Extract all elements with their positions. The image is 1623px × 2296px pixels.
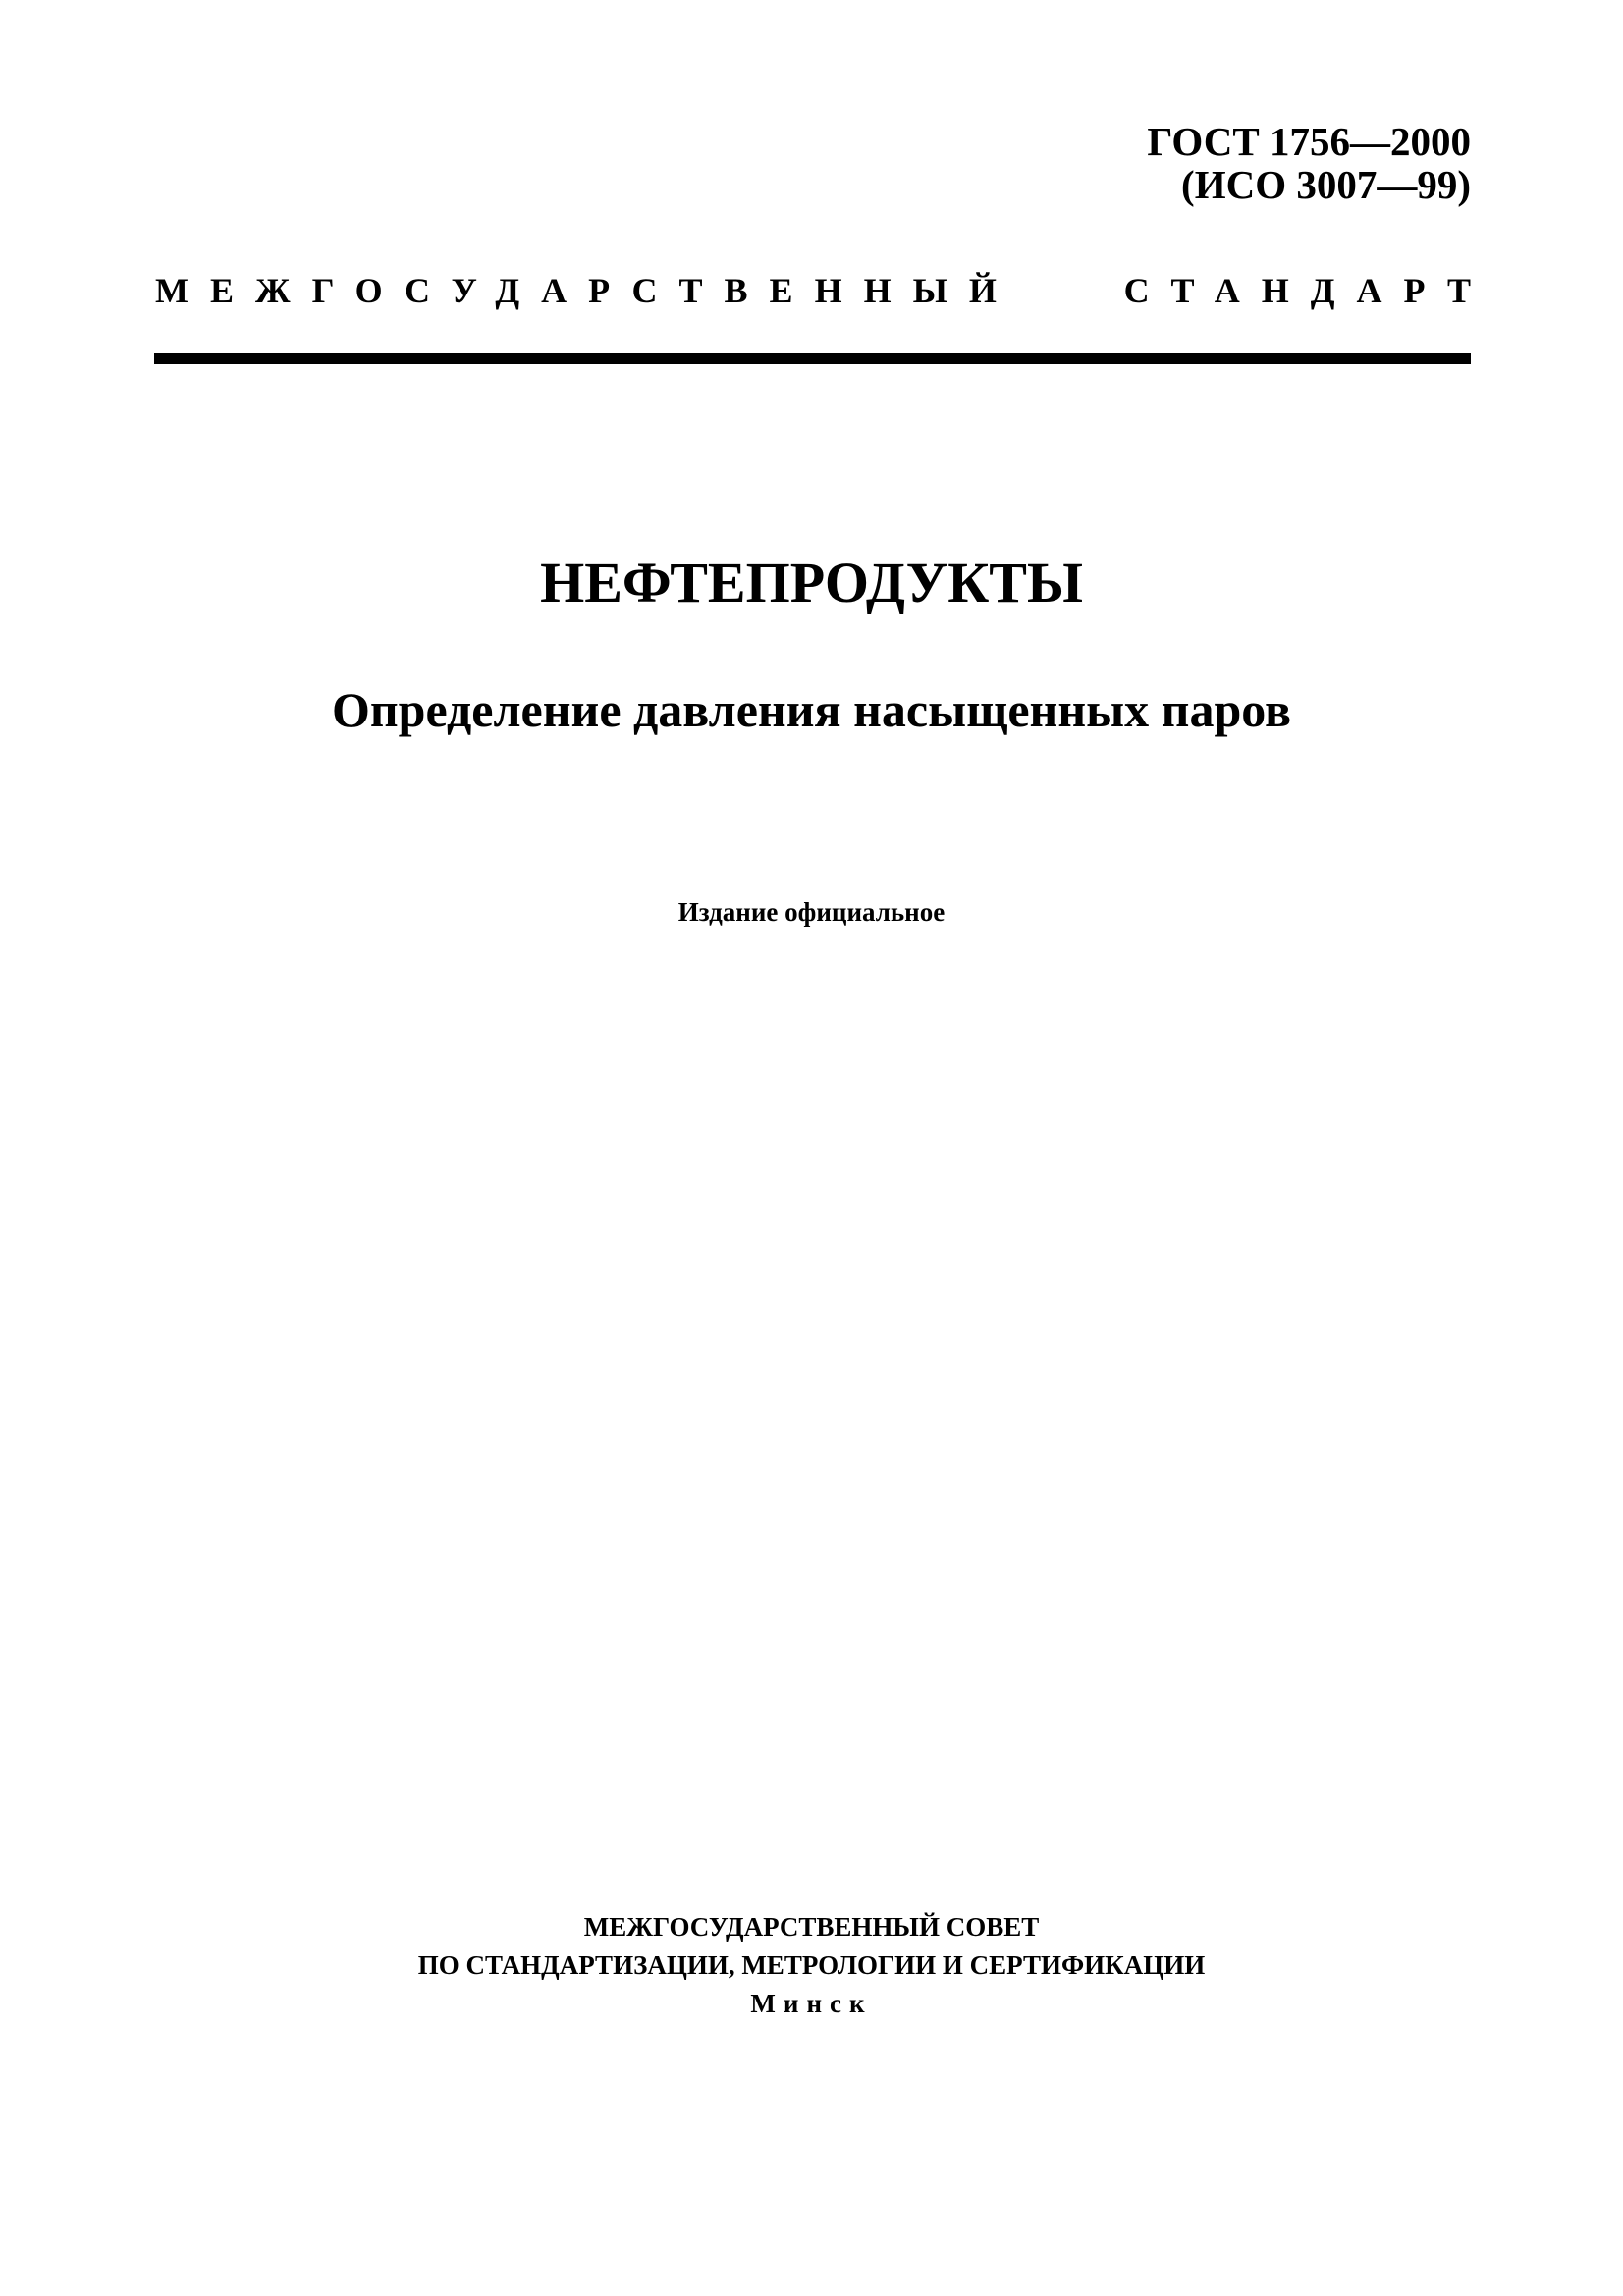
publisher-block — [0, 1908, 1623, 2023]
heading-divider — [154, 353, 1471, 364]
iso-number: (ИСО 3007—99) — [1181, 162, 1471, 207]
publisher-line-2: ПО СТАНДАРТИЗАЦИИ, МЕТРОЛОГИИ И СЕРТИФИКАЦИИ — [417, 1950, 1206, 1980]
standard-number-block — [1147, 120, 1471, 206]
edition-note: Издание официальное — [677, 897, 946, 927]
standard-number: ГОСТ 1756—2000 — [1147, 119, 1471, 164]
document-title: НЕФТЕПРОДУКТЫ — [540, 551, 1083, 614]
standard-type-word-standard: СТАНДАРТ — [1123, 271, 1492, 310]
standard-type-heading — [155, 271, 1492, 310]
standard-type-word-interstate: МЕЖГОСУДАРСТВЕННЫЙ — [155, 271, 1018, 310]
publisher-city: Минск — [750, 1989, 873, 2018]
document-subtitle: Определение давления насыщенных паров — [331, 682, 1292, 737]
publisher-line-1: МЕЖГОСУДАРСТВЕННЫЙ СОВЕТ — [583, 1912, 1040, 1942]
